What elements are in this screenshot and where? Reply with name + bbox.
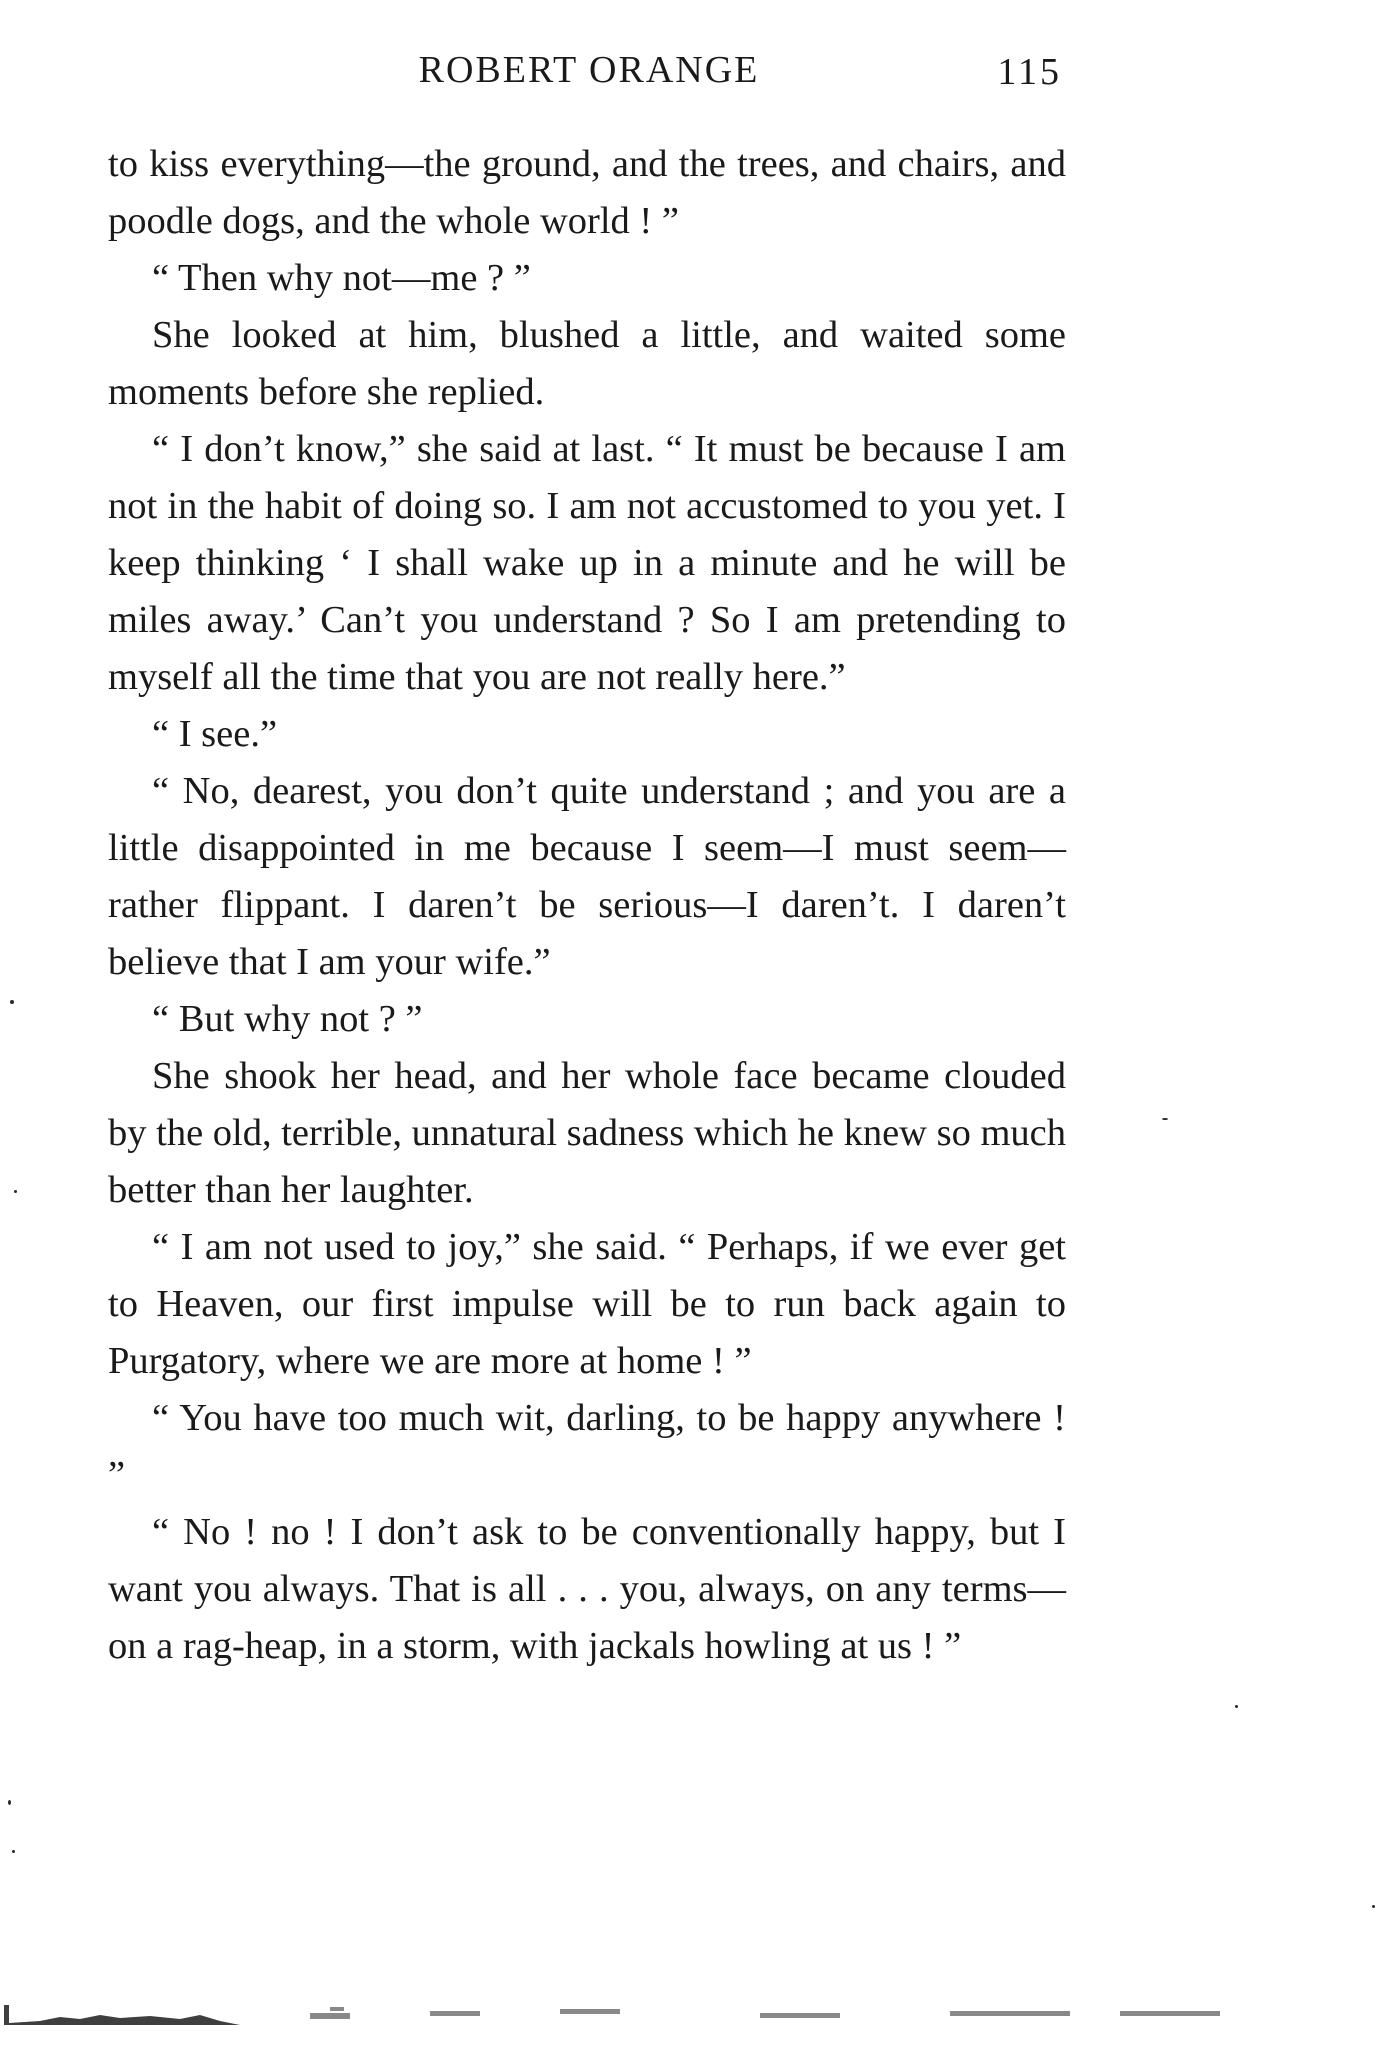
scan-speck — [10, 1000, 14, 1004]
scan-speck — [12, 1850, 15, 1853]
scan-speck — [1235, 1705, 1238, 1708]
running-head — [108, 42, 1070, 98]
paragraph-9: “ I am not used to joy,” she said. “ Perhaps, if we ever get to Heaven, our first impulse will be to run back again to Purgatory, where we are more at home ! ” — [108, 1226, 1066, 1382]
paragraph-2: “ Then why not—me ? ” — [152, 257, 531, 299]
body-text — [108, 136, 1066, 1675]
paragraph-8: She shook her head, and her whole face became clouded by the old, terrible, unnatural sadness which he knew so much better than her laughter. — [108, 1055, 1066, 1211]
running-title: ROBERT ORANGE — [418, 49, 760, 91]
scan-speck — [14, 1190, 17, 1193]
scan-speck — [8, 1800, 11, 1805]
scan-edge-smudge — [0, 1985, 1385, 2035]
paragraph-11: “ No ! no ! I don’t ask to be conventionally happy, but I want you always. That is all . . . you, always, on any terms—on a rag-heap, in a storm, with jackals howling at us ! ” — [108, 1511, 1066, 1667]
paragraph-5: “ I see.” — [152, 713, 278, 755]
paragraph-1: to kiss everything—the ground, and the trees, and chairs, and poodle dogs, and the whole world ! ” — [108, 143, 1066, 242]
paragraph-10: “ You have too much wit, darling, to be happy anywhere ! ” — [108, 1397, 1066, 1496]
paragraph-7: “ But why not ? ” — [152, 998, 423, 1040]
scan-speck — [1162, 1118, 1168, 1120]
paragraph-4: “ I don’t know,” she said at last. “ It must be because I am not in the habit of doing so. I am not accustomed to you yet. I keep thinking ‘ I shall wake up in a minute and he will be miles away.’ Can’t you understand ? So I am pretending to myself all the time that you are not really here.” — [108, 428, 1066, 698]
scan-speck — [1372, 1905, 1375, 1908]
page-number: 115 — [997, 51, 1062, 93]
paragraph-6: “ No, dearest, you don’t quite understand ; and you are a little disappointed in me because I seem—I must seem—rather flippant. I daren’t be serious—I daren’t. I daren’t believe that I am your wife.” — [108, 770, 1066, 983]
paragraph-3: She looked at him, blushed a little, and waited some moments before she replied. — [108, 314, 1066, 413]
